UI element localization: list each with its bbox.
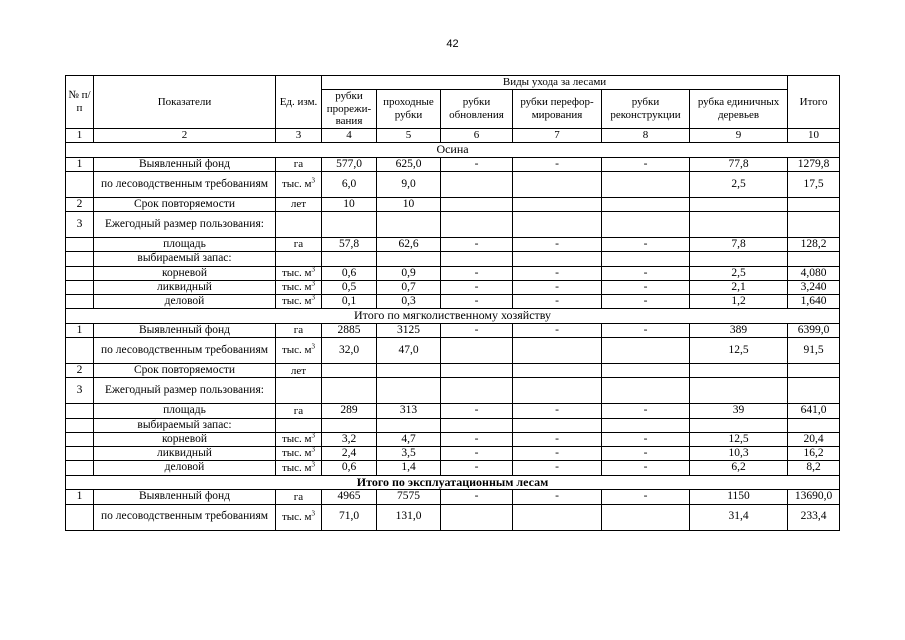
value-reconstruction-cutting bbox=[602, 338, 690, 364]
value-total bbox=[788, 364, 840, 378]
row-number bbox=[66, 418, 94, 432]
indicator-label: по лесоводственным требованиям bbox=[94, 338, 276, 364]
value-single-tree-cutting bbox=[690, 364, 788, 378]
indicator-label: Выявленный фонд bbox=[94, 490, 276, 504]
value-thinning bbox=[322, 364, 377, 378]
value-total bbox=[788, 418, 840, 432]
indicator-label: по лесоводственным требованиям bbox=[94, 171, 276, 197]
value-reconstruction-cutting bbox=[602, 378, 690, 404]
unit-cell bbox=[276, 504, 322, 530]
section-header-row bbox=[66, 142, 840, 157]
value-reformation-cutting bbox=[513, 212, 602, 238]
section-title: Итого по мягколиственному хозяйству bbox=[66, 309, 840, 324]
value-thinning: 4965 bbox=[322, 490, 377, 504]
value-total: 4,080 bbox=[788, 266, 840, 280]
value-renewal-cutting bbox=[441, 197, 513, 211]
table-row bbox=[66, 338, 840, 364]
section-header-row bbox=[66, 309, 840, 324]
value-single-tree-cutting bbox=[690, 418, 788, 432]
value-renewal-cutting: - bbox=[441, 266, 513, 280]
table-row bbox=[66, 490, 840, 504]
unit-text: лет bbox=[290, 364, 307, 377]
row-number bbox=[66, 338, 94, 364]
header-single-tree-cutting: рубка единичных деревьев bbox=[690, 90, 788, 129]
unit-text: тыс. м bbox=[281, 344, 312, 357]
table-row bbox=[66, 432, 840, 446]
value-renewal-cutting bbox=[441, 252, 513, 266]
row-number bbox=[66, 266, 94, 280]
value-single-tree-cutting: 39 bbox=[690, 404, 788, 418]
row-number: 1 bbox=[66, 324, 94, 338]
value-reconstruction-cutting bbox=[602, 418, 690, 432]
unit-text: га bbox=[293, 238, 304, 251]
value-passage-cutting: 3,5 bbox=[377, 447, 441, 461]
value-single-tree-cutting bbox=[690, 212, 788, 238]
header-renewal-cutting: рубки обновления bbox=[441, 90, 513, 129]
value-renewal-cutting bbox=[441, 418, 513, 432]
value-reconstruction-cutting: - bbox=[602, 324, 690, 338]
unit-cell bbox=[276, 171, 322, 197]
row-number: 1 bbox=[66, 490, 94, 504]
value-thinning: 10 bbox=[322, 197, 377, 211]
col-number: 7 bbox=[513, 128, 602, 142]
unit-text: га bbox=[293, 490, 304, 503]
indicator-label: ликвидный bbox=[94, 280, 276, 294]
value-thinning: 0,6 bbox=[322, 461, 377, 475]
value-reformation-cutting: - bbox=[513, 324, 602, 338]
value-single-tree-cutting: 1150 bbox=[690, 490, 788, 504]
indicator-label: ликвидный bbox=[94, 447, 276, 461]
value-single-tree-cutting bbox=[690, 197, 788, 211]
header-unit: Ед. изм. bbox=[276, 76, 322, 129]
indicator-label: деловой bbox=[94, 295, 276, 309]
indicator-label: площадь bbox=[94, 404, 276, 418]
value-total: 8,2 bbox=[788, 461, 840, 475]
value-passage-cutting: 7575 bbox=[377, 490, 441, 504]
value-passage-cutting: 1,4 bbox=[377, 461, 441, 475]
value-reformation-cutting bbox=[513, 338, 602, 364]
section-title: Итого по эксплуатационным лесам bbox=[66, 475, 840, 490]
unit-superscript: 3 bbox=[311, 432, 316, 440]
unit-superscript: 3 bbox=[311, 176, 316, 185]
col-number: 3 bbox=[276, 128, 322, 142]
col-number: 4 bbox=[322, 128, 377, 142]
value-total bbox=[788, 212, 840, 238]
value-thinning: 2,4 bbox=[322, 447, 377, 461]
value-renewal-cutting bbox=[441, 338, 513, 364]
value-reconstruction-cutting: - bbox=[602, 157, 690, 171]
value-passage-cutting: 62,6 bbox=[377, 238, 441, 252]
value-reformation-cutting: - bbox=[513, 266, 602, 280]
value-passage-cutting: 0,9 bbox=[377, 266, 441, 280]
value-thinning: 289 bbox=[322, 404, 377, 418]
value-reformation-cutting: - bbox=[513, 238, 602, 252]
value-reformation-cutting bbox=[513, 252, 602, 266]
header-no: № п/п bbox=[66, 76, 94, 129]
value-passage-cutting bbox=[377, 212, 441, 238]
value-thinning: 6,0 bbox=[322, 171, 377, 197]
value-single-tree-cutting: 31,4 bbox=[690, 504, 788, 530]
unit-cell bbox=[276, 266, 322, 280]
value-single-tree-cutting: 77,8 bbox=[690, 157, 788, 171]
col-number: 1 bbox=[66, 128, 94, 142]
value-passage-cutting: 131,0 bbox=[377, 504, 441, 530]
value-total bbox=[788, 197, 840, 211]
row-number: 2 bbox=[66, 197, 94, 211]
table-header bbox=[66, 76, 840, 143]
value-renewal-cutting: - bbox=[441, 157, 513, 171]
row-number bbox=[66, 447, 94, 461]
row-number bbox=[66, 404, 94, 418]
value-reconstruction-cutting bbox=[602, 212, 690, 238]
unit-text: тыс. м bbox=[281, 461, 312, 474]
value-passage-cutting bbox=[377, 364, 441, 378]
section-header-row bbox=[66, 475, 840, 490]
row-number: 3 bbox=[66, 378, 94, 404]
value-single-tree-cutting: 389 bbox=[690, 324, 788, 338]
value-total: 3,240 bbox=[788, 280, 840, 294]
table-row bbox=[66, 171, 840, 197]
value-passage-cutting bbox=[377, 378, 441, 404]
value-passage-cutting: 3125 bbox=[377, 324, 441, 338]
value-reformation-cutting: - bbox=[513, 461, 602, 475]
table-row bbox=[66, 404, 840, 418]
unit-cell bbox=[276, 461, 322, 475]
table-row bbox=[66, 418, 840, 432]
value-reconstruction-cutting: - bbox=[602, 266, 690, 280]
value-passage-cutting: 47,0 bbox=[377, 338, 441, 364]
row-number: 2 bbox=[66, 364, 94, 378]
value-thinning bbox=[322, 212, 377, 238]
row-number bbox=[66, 171, 94, 197]
value-renewal-cutting: - bbox=[441, 238, 513, 252]
value-reformation-cutting: - bbox=[513, 157, 602, 171]
unit-text: тыс. м bbox=[281, 178, 312, 191]
forest-care-table bbox=[65, 75, 840, 531]
value-thinning bbox=[322, 418, 377, 432]
value-reformation-cutting bbox=[513, 171, 602, 197]
value-reconstruction-cutting: - bbox=[602, 404, 690, 418]
table-row bbox=[66, 447, 840, 461]
table-row bbox=[66, 295, 840, 309]
unit-superscript: 3 bbox=[311, 460, 316, 468]
value-thinning: 2885 bbox=[322, 324, 377, 338]
row-number bbox=[66, 252, 94, 266]
row-number bbox=[66, 432, 94, 446]
indicator-label: Выявленный фонд bbox=[94, 324, 276, 338]
value-total: 16,2 bbox=[788, 447, 840, 461]
unit-cell bbox=[276, 432, 322, 446]
unit-text: тыс. м bbox=[281, 266, 312, 279]
value-single-tree-cutting: 10,3 bbox=[690, 447, 788, 461]
unit-cell bbox=[276, 364, 322, 378]
value-thinning bbox=[322, 252, 377, 266]
value-renewal-cutting: - bbox=[441, 280, 513, 294]
unit-superscript: 3 bbox=[311, 342, 316, 351]
unit-cell bbox=[276, 418, 322, 432]
value-total: 20,4 bbox=[788, 432, 840, 446]
value-single-tree-cutting: 2,5 bbox=[690, 171, 788, 197]
value-reconstruction-cutting bbox=[602, 197, 690, 211]
table-body bbox=[66, 142, 840, 530]
table-row bbox=[66, 197, 840, 211]
indicator-label: Ежегодный размер пользования: bbox=[94, 378, 276, 404]
unit-cell bbox=[276, 280, 322, 294]
value-reconstruction-cutting bbox=[602, 252, 690, 266]
value-passage-cutting: 10 bbox=[377, 197, 441, 211]
value-single-tree-cutting: 12,5 bbox=[690, 432, 788, 446]
header-passage-cutting: проходные рубки bbox=[377, 90, 441, 129]
section-title: Осина bbox=[66, 142, 840, 157]
value-renewal-cutting bbox=[441, 504, 513, 530]
row-number bbox=[66, 504, 94, 530]
col-number: 5 bbox=[377, 128, 441, 142]
value-reformation-cutting: - bbox=[513, 490, 602, 504]
unit-text: га bbox=[293, 324, 304, 337]
unit-cell bbox=[276, 157, 322, 171]
value-total bbox=[788, 252, 840, 266]
unit-cell bbox=[276, 238, 322, 252]
value-reconstruction-cutting: - bbox=[602, 447, 690, 461]
value-reformation-cutting bbox=[513, 378, 602, 404]
value-total: 233,4 bbox=[788, 504, 840, 530]
indicator-label: Выявленный фонд bbox=[94, 157, 276, 171]
value-renewal-cutting bbox=[441, 212, 513, 238]
value-thinning: 577,0 bbox=[322, 157, 377, 171]
value-reformation-cutting: - bbox=[513, 404, 602, 418]
indicator-label: Срок повторяемости bbox=[94, 364, 276, 378]
value-thinning: 3,2 bbox=[322, 432, 377, 446]
table-row bbox=[66, 324, 840, 338]
unit-cell bbox=[276, 447, 322, 461]
value-reconstruction-cutting bbox=[602, 171, 690, 197]
value-renewal-cutting: - bbox=[441, 447, 513, 461]
value-single-tree-cutting: 6,2 bbox=[690, 461, 788, 475]
indicator-label: Срок повторяемости bbox=[94, 197, 276, 211]
row-number bbox=[66, 238, 94, 252]
header-reconstruction-cutting: рубки реконструкции bbox=[602, 90, 690, 129]
value-single-tree-cutting: 2,5 bbox=[690, 266, 788, 280]
indicator-label: корневой bbox=[94, 266, 276, 280]
unit-superscript: 3 bbox=[311, 280, 316, 288]
value-reconstruction-cutting: - bbox=[602, 461, 690, 475]
value-single-tree-cutting bbox=[690, 378, 788, 404]
unit-cell bbox=[276, 490, 322, 504]
unit-cell bbox=[276, 252, 322, 266]
value-passage-cutting: 625,0 bbox=[377, 157, 441, 171]
value-renewal-cutting: - bbox=[441, 324, 513, 338]
value-reformation-cutting: - bbox=[513, 447, 602, 461]
value-thinning: 0,6 bbox=[322, 266, 377, 280]
value-passage-cutting: 0,3 bbox=[377, 295, 441, 309]
table-row bbox=[66, 252, 840, 266]
indicator-label: площадь bbox=[94, 238, 276, 252]
header-indicator: Показатели bbox=[94, 76, 276, 129]
unit-text: тыс. м bbox=[281, 433, 312, 446]
value-thinning bbox=[322, 378, 377, 404]
table-row bbox=[66, 364, 840, 378]
unit-cell bbox=[276, 197, 322, 211]
value-total: 6399,0 bbox=[788, 324, 840, 338]
value-reconstruction-cutting bbox=[602, 364, 690, 378]
value-reconstruction-cutting: - bbox=[602, 295, 690, 309]
row-number bbox=[66, 295, 94, 309]
col-number: 9 bbox=[690, 128, 788, 142]
unit-text: тыс. м bbox=[281, 295, 312, 308]
value-total: 13690,0 bbox=[788, 490, 840, 504]
value-passage-cutting: 9,0 bbox=[377, 171, 441, 197]
value-reformation-cutting bbox=[513, 418, 602, 432]
unit-superscript: 3 bbox=[311, 294, 316, 302]
value-renewal-cutting bbox=[441, 364, 513, 378]
unit-text: лет bbox=[290, 198, 307, 211]
value-reformation-cutting bbox=[513, 364, 602, 378]
indicator-label: выбираемый запас: bbox=[94, 418, 276, 432]
value-thinning: 71,0 bbox=[322, 504, 377, 530]
unit-cell bbox=[276, 324, 322, 338]
col-number: 2 bbox=[94, 128, 276, 142]
unit-text: тыс. м bbox=[281, 510, 312, 523]
unit-cell bbox=[276, 212, 322, 238]
value-renewal-cutting bbox=[441, 171, 513, 197]
value-reformation-cutting bbox=[513, 504, 602, 530]
value-thinning: 0,5 bbox=[322, 280, 377, 294]
unit-text: тыс. м bbox=[281, 447, 312, 460]
indicator-label: деловой bbox=[94, 461, 276, 475]
unit-cell bbox=[276, 295, 322, 309]
unit-text: га bbox=[293, 404, 304, 417]
value-renewal-cutting: - bbox=[441, 461, 513, 475]
value-passage-cutting: 0,7 bbox=[377, 280, 441, 294]
value-reformation-cutting bbox=[513, 197, 602, 211]
table-row bbox=[66, 504, 840, 530]
table-row bbox=[66, 378, 840, 404]
value-thinning: 32,0 bbox=[322, 338, 377, 364]
unit-cell bbox=[276, 378, 322, 404]
value-passage-cutting: 4,7 bbox=[377, 432, 441, 446]
value-reformation-cutting: - bbox=[513, 295, 602, 309]
value-single-tree-cutting: 7,8 bbox=[690, 238, 788, 252]
value-renewal-cutting: - bbox=[441, 432, 513, 446]
unit-cell bbox=[276, 338, 322, 364]
value-single-tree-cutting: 12,5 bbox=[690, 338, 788, 364]
indicator-label: Ежегодный размер пользования: bbox=[94, 212, 276, 238]
col-number: 6 bbox=[441, 128, 513, 142]
value-renewal-cutting: - bbox=[441, 490, 513, 504]
unit-superscript: 3 bbox=[311, 266, 316, 274]
table-row bbox=[66, 238, 840, 252]
value-thinning: 0,1 bbox=[322, 295, 377, 309]
row-number bbox=[66, 461, 94, 475]
table-row bbox=[66, 280, 840, 294]
value-renewal-cutting: - bbox=[441, 295, 513, 309]
value-total bbox=[788, 378, 840, 404]
value-renewal-cutting bbox=[441, 378, 513, 404]
unit-superscript: 3 bbox=[311, 446, 316, 454]
header-reformation-cutting: рубки перефор-мирования bbox=[513, 90, 602, 129]
unit-text: тыс. м bbox=[281, 281, 312, 294]
value-reformation-cutting: - bbox=[513, 280, 602, 294]
table-row bbox=[66, 266, 840, 280]
value-reconstruction-cutting: - bbox=[602, 490, 690, 504]
header-group-care-types: Виды ухода за лесами bbox=[322, 76, 788, 90]
row-number: 3 bbox=[66, 212, 94, 238]
indicator-label: выбираемый запас: bbox=[94, 252, 276, 266]
value-reformation-cutting: - bbox=[513, 432, 602, 446]
row-number bbox=[66, 280, 94, 294]
value-thinning: 57,8 bbox=[322, 238, 377, 252]
table-row bbox=[66, 461, 840, 475]
row-number: 1 bbox=[66, 157, 94, 171]
unit-superscript: 3 bbox=[311, 509, 316, 518]
value-renewal-cutting: - bbox=[441, 404, 513, 418]
value-reconstruction-cutting: - bbox=[602, 238, 690, 252]
page-number: 42 bbox=[446, 38, 459, 50]
table-row bbox=[66, 157, 840, 171]
unit-text: га bbox=[293, 158, 304, 170]
value-single-tree-cutting bbox=[690, 252, 788, 266]
value-reconstruction-cutting bbox=[602, 504, 690, 530]
col-number: 8 bbox=[602, 128, 690, 142]
value-passage-cutting bbox=[377, 252, 441, 266]
value-passage-cutting: 313 bbox=[377, 404, 441, 418]
value-reconstruction-cutting: - bbox=[602, 280, 690, 294]
header-thinning: рубки прорежи-вания bbox=[322, 90, 377, 129]
value-total: 1,640 bbox=[788, 295, 840, 309]
unit-cell bbox=[276, 404, 322, 418]
indicator-label: корневой bbox=[94, 432, 276, 446]
table-row bbox=[66, 212, 840, 238]
value-passage-cutting bbox=[377, 418, 441, 432]
value-total: 1279,8 bbox=[788, 157, 840, 171]
value-total: 17,5 bbox=[788, 171, 840, 197]
value-total: 91,5 bbox=[788, 338, 840, 364]
value-reconstruction-cutting: - bbox=[602, 432, 690, 446]
value-total: 641,0 bbox=[788, 404, 840, 418]
value-single-tree-cutting: 1,2 bbox=[690, 295, 788, 309]
value-total: 128,2 bbox=[788, 238, 840, 252]
value-single-tree-cutting: 2,1 bbox=[690, 280, 788, 294]
header-total: Итого bbox=[788, 76, 840, 129]
indicator-label: по лесоводственным требованиям bbox=[94, 504, 276, 530]
col-number: 10 bbox=[788, 128, 840, 142]
